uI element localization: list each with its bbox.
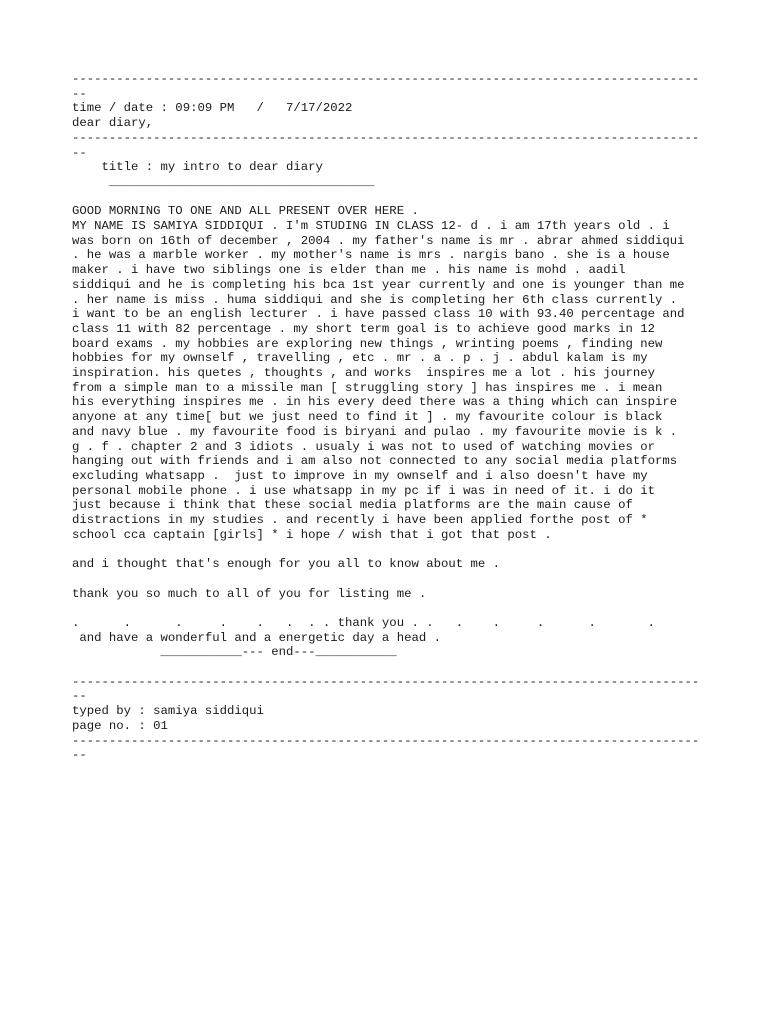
header-rule-mid: --------------------------------------------------------------------------------------- <box>72 130 700 160</box>
body-line: personal mobile phone . i use whatsapp in my pc if i was in need of it. i do it <box>72 483 655 498</box>
closing-line: and i thought that's enough for you all to know about me . <box>72 557 501 572</box>
body-line: maker . i have two siblings one is elder than me . his name is mohd . aadil <box>72 263 626 278</box>
body-line: distractions in my studies . and recently i have been applied forthe post of * <box>72 513 648 528</box>
body-line: excluding whatsapp . just to improve in my ownself and i also doesn't have my <box>72 468 648 483</box>
spacer <box>72 572 700 587</box>
footer-rule-bottom: --------------------------------------------------------------------------------------- <box>72 733 700 763</box>
body-line: hanging out with friends and i am also not connected to any social media platforms <box>72 454 678 469</box>
greeting-line: GOOD MORNING TO ONE AND ALL PRESENT OVER HERE . <box>72 204 419 219</box>
page-number: page no. : 01 <box>72 718 168 733</box>
body-line: school cca captain [girls] * i hope / wish that i got that post . <box>72 527 552 542</box>
body-line: g . f . chapter 2 and 3 idiots . usualy i was not to used of watching movies or <box>72 439 655 454</box>
title-underline: ____________________________________ <box>72 174 375 189</box>
spacer <box>72 660 700 675</box>
entry-title: title : my intro to dear diary <box>72 160 323 175</box>
body-line: and navy blue . my favourite food is biryani and pulao . my favourite movie is k . <box>72 424 678 439</box>
body-line: from a simple man to a missile man [ struggling story ] has inspires me . i mean <box>72 380 663 395</box>
body-line: inspiration. his quetes , thoughts , and works inspires me a lot . his journey <box>72 366 655 381</box>
body-line: siddiqui and he is completing his bca 1st year currently and one is younger than me <box>72 277 685 292</box>
body-line: his everything inspires me . in his every deed there was a thing which can inspire <box>72 395 678 410</box>
footer-rule-top: --------------------------------------------------------------------------------------- <box>72 674 700 704</box>
body-line: . her name is miss . huma siddiqui and she is completing her 6th class currently . <box>72 292 678 307</box>
salutation: dear diary, <box>72 116 154 131</box>
wish-line: and have a wonderful and a energetic day a head . <box>72 630 441 645</box>
body-line: board exams . my hobbies are exploring new things , wrinting poems , finding new <box>72 336 663 351</box>
datetime-line: time / date : 09:09 PM / 7/17/2022 <box>72 101 353 116</box>
spacer <box>72 190 700 205</box>
body-line: . he was a marble worker . my mother's name is mrs . nargis bano . she is a house <box>72 248 670 263</box>
body-line: class 11 with 82 percentage . my short term goal is to achieve good marks in 12 <box>72 321 655 336</box>
body-line: i want to be an english lecturer . i have passed class 10 with 93.40 percentage and <box>72 307 685 322</box>
end-marker: ___________--- end---___________ <box>72 645 397 660</box>
spacer <box>72 601 700 616</box>
intro-paragraph <box>72 219 700 542</box>
typed-by: typed by : samiya siddiqui <box>72 704 264 719</box>
spacer <box>72 542 700 557</box>
diary-page <box>72 72 700 763</box>
thanks-line: thank you so much to all of you for listing me . <box>72 586 427 601</box>
body-line: just because i think that these social media platforms are the main cause of <box>72 498 633 513</box>
body-line: MY NAME IS SAMIYA SIDDIQUI . I'm STUDING IN CLASS 12- d . i am 17th years old . i <box>72 219 670 234</box>
body-line: anyone at any time[ but we just need to find it ] . my favourite colour is black <box>72 410 663 425</box>
body-line: was born on 16th of december , 2004 . my father's name is mr . abrar ahmed siddiqui <box>72 233 685 248</box>
thank-you-dots-line: . . . . . . . . thank you . . . . . . . <box>72 615 655 630</box>
body-line: hobbies for my ownself , travelling , etc . mr . a . p . j . abdul kalam is my <box>72 351 648 366</box>
header-rule-top: --------------------------------------------------------------------------------------- <box>72 72 700 101</box>
